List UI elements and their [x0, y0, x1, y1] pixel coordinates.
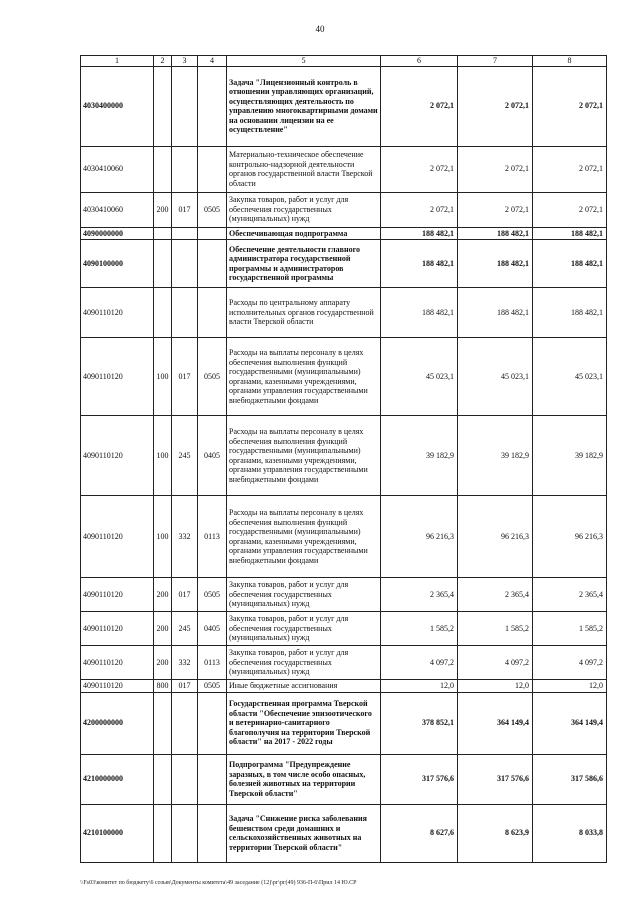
- table-row: [81, 146, 607, 192]
- table-row: [81, 496, 607, 578]
- row-value-7: 39 182,9: [458, 416, 533, 496]
- row-col3: 017: [172, 338, 198, 416]
- row-value-7: 2 072,1: [458, 66, 533, 146]
- row-col2: 200: [154, 646, 172, 680]
- row-col2: 100: [154, 496, 172, 578]
- row-value-6: 317 576,6: [381, 754, 458, 804]
- row-col4: 0405: [198, 416, 227, 496]
- row-value-6: 1 585,2: [381, 612, 458, 646]
- row-col4: 0505: [198, 578, 227, 612]
- row-value-8: 188 482,1: [533, 240, 607, 288]
- table-row: [81, 416, 607, 496]
- row-col2: [154, 804, 172, 862]
- row-col3: [172, 692, 198, 754]
- page-number: 40: [315, 24, 325, 34]
- row-value-7: 1 585,2: [458, 612, 533, 646]
- row-value-7: 188 482,1: [458, 240, 533, 288]
- col-header-6: 6: [381, 56, 458, 67]
- col-header-4: 4: [198, 56, 227, 67]
- row-col4: 0505: [198, 680, 227, 693]
- row-code: 4090110120: [81, 416, 154, 496]
- file-path-footer: \\Fs03\комитет по бюджету\6 созыв\Документы комитета\49 заседание (12)\рг\рг(49) 936-П-6\Прил 14 Ю.СР: [80, 880, 357, 886]
- row-value-6: 378 852,1: [381, 692, 458, 754]
- row-description: Закупка товаров, работ и услуг для обеспечения государственных (муниципальных) нужд: [227, 578, 381, 612]
- row-col3: 332: [172, 496, 198, 578]
- row-col3: [172, 804, 198, 862]
- row-description: Закупка товаров, работ и услуг для обеспечения государственных (муниципальных) нужд: [227, 612, 381, 646]
- row-col4: 0505: [198, 338, 227, 416]
- row-value-6: 2 072,1: [381, 192, 458, 227]
- row-value-6: 188 482,1: [381, 240, 458, 288]
- row-col3: 017: [172, 192, 198, 227]
- row-col2: 200: [154, 612, 172, 646]
- row-value-8: 8 033,8: [533, 804, 607, 862]
- row-col3: [172, 754, 198, 804]
- col-header-1: 1: [81, 56, 154, 67]
- row-value-7: 188 482,1: [458, 227, 533, 240]
- row-col2: [154, 692, 172, 754]
- row-col2: [154, 66, 172, 146]
- row-value-6: 2 072,1: [381, 146, 458, 192]
- row-col4: 0505: [198, 192, 227, 227]
- row-code: 4030410060: [81, 146, 154, 192]
- col-header-7: 7: [458, 56, 533, 67]
- row-value-6: 96 216,3: [381, 496, 458, 578]
- row-col2: [154, 754, 172, 804]
- row-col4: [198, 227, 227, 240]
- row-col4: [198, 66, 227, 146]
- row-code: 4200000000: [81, 692, 154, 754]
- row-description: Расходы на выплаты персоналу в целях обеспечения выполнения функций государственными (муниципальными) органами, казенными учреждениями, органами управления государственными внебюджетными фондами: [227, 496, 381, 578]
- row-code: 4090110120: [81, 612, 154, 646]
- row-value-7: 364 149,4: [458, 692, 533, 754]
- row-col4: [198, 692, 227, 754]
- budget-table: [80, 55, 607, 863]
- table-row: [81, 646, 607, 680]
- row-col2: 100: [154, 416, 172, 496]
- row-value-6: 188 482,1: [381, 227, 458, 240]
- row-value-8: 2 072,1: [533, 146, 607, 192]
- row-col2: 100: [154, 338, 172, 416]
- row-code: 4090110120: [81, 578, 154, 612]
- row-value-6: 2 365,4: [381, 578, 458, 612]
- col-header-2: 2: [154, 56, 172, 67]
- row-col2: 800: [154, 680, 172, 693]
- row-value-8: 12,0: [533, 680, 607, 693]
- row-value-7: 8 623,9: [458, 804, 533, 862]
- row-col3: [172, 146, 198, 192]
- row-value-7: 2 072,1: [458, 192, 533, 227]
- table-row: [81, 578, 607, 612]
- table-row: [81, 804, 607, 862]
- row-col3: [172, 66, 198, 146]
- row-value-7: 12,0: [458, 680, 533, 693]
- row-col4: 0113: [198, 496, 227, 578]
- row-value-8: 45 023,1: [533, 338, 607, 416]
- row-value-6: 39 182,9: [381, 416, 458, 496]
- row-code: 4090110120: [81, 646, 154, 680]
- row-description: Закупка товаров, работ и услуг для обеспечения государственных (муниципальных) нужд: [227, 192, 381, 227]
- row-col2: [154, 146, 172, 192]
- table-row: [81, 612, 607, 646]
- col-header-3: 3: [172, 56, 198, 67]
- row-value-7: 317 576,6: [458, 754, 533, 804]
- row-value-8: 2 072,1: [533, 66, 607, 146]
- row-value-7: 2 365,4: [458, 578, 533, 612]
- table-row: [81, 338, 607, 416]
- row-description: Обеспечивающая подпрограмма: [227, 227, 381, 240]
- row-col3: 245: [172, 416, 198, 496]
- row-col3: [172, 227, 198, 240]
- row-value-7: 96 216,3: [458, 496, 533, 578]
- row-description: Расходы по центральному аппарату исполнительных органов государственной власти Тверской области: [227, 288, 381, 338]
- row-col4: [198, 804, 227, 862]
- row-col4: [198, 146, 227, 192]
- header-row: [81, 56, 607, 67]
- row-col3: 017: [172, 680, 198, 693]
- row-description: Расходы на выплаты персоналу в целях обеспечения выполнения функций государственными (муниципальными) органами, казенными учреждениями, органами управления государственными внебюджетными фондами: [227, 416, 381, 496]
- row-value-8: 4 097,2: [533, 646, 607, 680]
- row-col4: [198, 288, 227, 338]
- table-row: [81, 680, 607, 693]
- row-value-7: 4 097,2: [458, 646, 533, 680]
- table-row: [81, 288, 607, 338]
- row-code: 4090110120: [81, 496, 154, 578]
- row-code: 4090000000: [81, 227, 154, 240]
- row-col4: 0405: [198, 612, 227, 646]
- row-col4: 0113: [198, 646, 227, 680]
- table-row: [81, 754, 607, 804]
- row-col2: 200: [154, 192, 172, 227]
- row-description: Расходы на выплаты персоналу в целях обеспечения выполнения функций государственными (муниципальными) органами, казенными учреждениями, органами управления государственными внебюджетными фондами: [227, 338, 381, 416]
- row-col3: [172, 240, 198, 288]
- table-row: [81, 227, 607, 240]
- row-col2: [154, 288, 172, 338]
- col-header-8: 8: [533, 56, 607, 67]
- row-col4: [198, 754, 227, 804]
- table-row: [81, 692, 607, 754]
- row-value-8: 364 149,4: [533, 692, 607, 754]
- row-description: Иные бюджетные ассигнования: [227, 680, 381, 693]
- row-value-7: 188 482,1: [458, 288, 533, 338]
- row-col2: [154, 227, 172, 240]
- row-value-8: 96 216,3: [533, 496, 607, 578]
- row-description: Закупка товаров, работ и услуг для обеспечения государственных (муниципальных) нужд: [227, 646, 381, 680]
- table-row: [81, 192, 607, 227]
- row-col3: 332: [172, 646, 198, 680]
- row-code: 4090110120: [81, 338, 154, 416]
- row-value-6: 188 482,1: [381, 288, 458, 338]
- row-value-6: 45 023,1: [381, 338, 458, 416]
- row-value-6: 2 072,1: [381, 66, 458, 146]
- row-value-8: 317 586,6: [533, 754, 607, 804]
- row-col2: 200: [154, 578, 172, 612]
- row-value-6: 4 097,2: [381, 646, 458, 680]
- row-col2: [154, 240, 172, 288]
- row-code: 4210100000: [81, 804, 154, 862]
- row-value-8: 39 182,9: [533, 416, 607, 496]
- row-description: Обеспечение деятельности главного администратора государственной программы и администраторов государственной программы: [227, 240, 381, 288]
- row-col3: [172, 288, 198, 338]
- row-code: 4090110120: [81, 288, 154, 338]
- table-row: [81, 240, 607, 288]
- row-value-8: 188 482,1: [533, 288, 607, 338]
- row-value-8: 2 072,1: [533, 192, 607, 227]
- row-description: Задача "Снижение риска заболевания бешенством среди домашних и сельскохозяйственных животных на территории Тверской области": [227, 804, 381, 862]
- row-code: 4030410060: [81, 192, 154, 227]
- row-value-8: 2 365,4: [533, 578, 607, 612]
- row-code: 4090100000: [81, 240, 154, 288]
- row-code: 4030400000: [81, 66, 154, 146]
- row-col3: 017: [172, 578, 198, 612]
- row-value-6: 12,0: [381, 680, 458, 693]
- col-header-5: 5: [227, 56, 381, 67]
- row-value-8: 188 482,1: [533, 227, 607, 240]
- table-row: [81, 66, 607, 146]
- row-description: Государственная программа Тверской области "Обеспечение эпизоотического и ветеринарно-санитарного благополучия на территории Тверской области" на 2017 - 2022 годы: [227, 692, 381, 754]
- row-code: 4210000000: [81, 754, 154, 804]
- row-col3: 245: [172, 612, 198, 646]
- row-value-7: 45 023,1: [458, 338, 533, 416]
- row-col4: [198, 240, 227, 288]
- row-description: Подпрограмма "Предупреждение заразных, в том числе особо опасных, болезней животных на территории Тверской области": [227, 754, 381, 804]
- row-code: 4090110120: [81, 680, 154, 693]
- row-description: Материально-техническое обеспечение контрольно-надзорной деятельности органов государственной власти Тверской области: [227, 146, 381, 192]
- row-value-8: 1 585,2: [533, 612, 607, 646]
- row-description: Задача "Лицензионный контроль в отношении управляющих организаций, осуществляющих деятельность по управлению многоквартирными домами на основании лицензии на ее осуществление": [227, 66, 381, 146]
- row-value-6: 8 627,6: [381, 804, 458, 862]
- row-value-7: 2 072,1: [458, 146, 533, 192]
